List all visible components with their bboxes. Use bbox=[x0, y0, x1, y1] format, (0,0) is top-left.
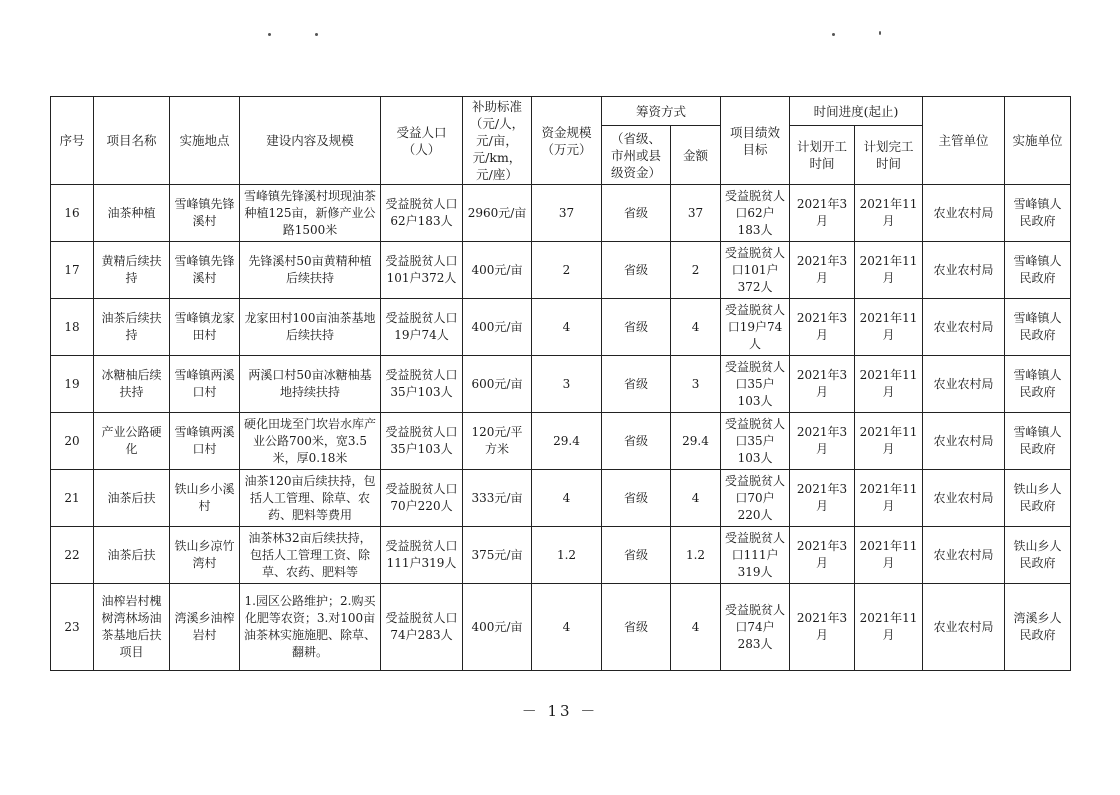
cell-end: 2021年11月 bbox=[855, 299, 923, 356]
cell-name: 油榨岩村槐树湾林场油茶基地后扶项目 bbox=[94, 584, 170, 671]
cell-fund: 37 bbox=[532, 185, 602, 242]
table-header bbox=[51, 97, 1071, 185]
header-name: 项目名称 bbox=[94, 97, 170, 185]
cell-amount: 4 bbox=[671, 299, 721, 356]
cell-content: 两溪口村50亩冰糖柚基地持续扶持 bbox=[240, 356, 381, 413]
header-subsidy: 补助标准（元/人，元/亩，元/km，元/座） bbox=[463, 97, 532, 185]
cell-subsidy: 400元/亩 bbox=[463, 584, 532, 671]
cell-start: 2021年3月 bbox=[790, 185, 855, 242]
cell-no: 21 bbox=[51, 470, 94, 527]
cell-level: 省级 bbox=[602, 356, 671, 413]
cell-level: 省级 bbox=[602, 413, 671, 470]
cell-amount: 29.4 bbox=[671, 413, 721, 470]
cell-location: 雪峰镇两溪口村 bbox=[170, 356, 240, 413]
table-row bbox=[51, 356, 1071, 413]
cell-authority: 农业农村局 bbox=[923, 470, 1005, 527]
cell-end: 2021年11月 bbox=[855, 356, 923, 413]
project-table bbox=[50, 96, 1071, 671]
cell-goal: 受益脱贫人口35户103人 bbox=[721, 413, 790, 470]
table-row bbox=[51, 242, 1071, 299]
cell-level: 省级 bbox=[602, 527, 671, 584]
table-body bbox=[51, 185, 1071, 671]
header-beneficiaries: 受益人口（人） bbox=[381, 97, 463, 185]
page-number: － 13 － bbox=[521, 702, 599, 720]
cell-location: 湾溪乡油榨岩村 bbox=[170, 584, 240, 671]
cell-name: 油茶种植 bbox=[94, 185, 170, 242]
cell-beneficiaries: 受益脱贫人口62户183人 bbox=[381, 185, 463, 242]
cell-no: 17 bbox=[51, 242, 94, 299]
header-content: 建设内容及规模 bbox=[240, 97, 381, 185]
cell-location: 雪峰镇两溪口村 bbox=[170, 413, 240, 470]
cell-location: 铁山乡凉竹湾村 bbox=[170, 527, 240, 584]
cell-goal: 受益脱贫人口35户103人 bbox=[721, 356, 790, 413]
header-funding-method: 筹资方式 bbox=[602, 97, 721, 126]
cell-goal: 受益脱贫人口19户74人 bbox=[721, 299, 790, 356]
cell-end: 2021年11月 bbox=[855, 413, 923, 470]
cell-content: 硬化田垅至门坎岩水库产业公路700米，宽3.5米，厚0.18米 bbox=[240, 413, 381, 470]
cell-end: 2021年11月 bbox=[855, 527, 923, 584]
cell-start: 2021年3月 bbox=[790, 527, 855, 584]
header-no: 序号 bbox=[51, 97, 94, 185]
cell-beneficiaries: 受益脱贫人口35户103人 bbox=[381, 356, 463, 413]
cell-level: 省级 bbox=[602, 470, 671, 527]
cell-subsidy: 600元/亩 bbox=[463, 356, 532, 413]
cell-end: 2021年11月 bbox=[855, 584, 923, 671]
cell-fund: 2 bbox=[532, 242, 602, 299]
cell-authority: 农业农村局 bbox=[923, 356, 1005, 413]
cell-goal: 受益脱贫人口70户220人 bbox=[721, 470, 790, 527]
cell-fund: 29.4 bbox=[532, 413, 602, 470]
cell-authority: 农业农村局 bbox=[923, 584, 1005, 671]
header-schedule: 时间进度(起止) bbox=[790, 97, 923, 126]
cell-location: 雪峰镇龙家田村 bbox=[170, 299, 240, 356]
cell-beneficiaries: 受益脱贫人口111户319人 bbox=[381, 527, 463, 584]
cell-start: 2021年3月 bbox=[790, 470, 855, 527]
cell-fund: 4 bbox=[532, 299, 602, 356]
cell-implementer: 雪峰镇人民政府 bbox=[1005, 242, 1071, 299]
cell-beneficiaries: 受益脱贫人口35户103人 bbox=[381, 413, 463, 470]
cell-goal: 受益脱贫人口74户283人 bbox=[721, 584, 790, 671]
cell-amount: 4 bbox=[671, 470, 721, 527]
cell-goal: 受益脱贫人口111户319人 bbox=[721, 527, 790, 584]
cell-no: 20 bbox=[51, 413, 94, 470]
cell-implementer: 雪峰镇人民政府 bbox=[1005, 185, 1071, 242]
cell-amount: 3 bbox=[671, 356, 721, 413]
header-fund-scale: 资金规模（万元） bbox=[532, 97, 602, 185]
cell-content: 龙家田村100亩油茶基地后续扶持 bbox=[240, 299, 381, 356]
header-performance: 项目绩效目标 bbox=[721, 97, 790, 185]
cell-authority: 农业农村局 bbox=[923, 413, 1005, 470]
cell-start: 2021年3月 bbox=[790, 242, 855, 299]
cell-implementer: 雪峰镇人民政府 bbox=[1005, 413, 1071, 470]
cell-subsidy: 2960元/亩 bbox=[463, 185, 532, 242]
header-location: 实施地点 bbox=[170, 97, 240, 185]
scan-speck bbox=[268, 33, 271, 36]
scan-speck bbox=[315, 33, 318, 36]
table-row bbox=[51, 470, 1071, 527]
cell-name: 油茶后扶 bbox=[94, 470, 170, 527]
cell-name: 油茶后扶 bbox=[94, 527, 170, 584]
cell-subsidy: 400元/亩 bbox=[463, 242, 532, 299]
table-row bbox=[51, 185, 1071, 242]
cell-content: 油茶林32亩后续扶持，包括人工管理工资、除草、农药、肥料等 bbox=[240, 527, 381, 584]
cell-level: 省级 bbox=[602, 242, 671, 299]
cell-start: 2021年3月 bbox=[790, 413, 855, 470]
cell-name: 油茶后续扶持 bbox=[94, 299, 170, 356]
cell-amount: 37 bbox=[671, 185, 721, 242]
cell-fund: 3 bbox=[532, 356, 602, 413]
cell-implementer: 雪峰镇人民政府 bbox=[1005, 299, 1071, 356]
header-plan-start: 计划开工时间 bbox=[790, 126, 855, 185]
cell-amount: 1.2 bbox=[671, 527, 721, 584]
cell-fund: 4 bbox=[532, 584, 602, 671]
cell-no: 18 bbox=[51, 299, 94, 356]
cell-authority: 农业农村局 bbox=[923, 185, 1005, 242]
cell-implementer: 铁山乡人民政府 bbox=[1005, 470, 1071, 527]
cell-name: 冰糖柚后续扶持 bbox=[94, 356, 170, 413]
cell-content: 油茶120亩后续扶持，包括人工管理、除草、农药、肥料等费用 bbox=[240, 470, 381, 527]
cell-fund: 1.2 bbox=[532, 527, 602, 584]
cell-content: 雪峰镇先锋溪村坝现油茶种植125亩，新修产业公路1500米 bbox=[240, 185, 381, 242]
cell-location: 雪峰镇先锋溪村 bbox=[170, 242, 240, 299]
table-row bbox=[51, 584, 1071, 671]
cell-end: 2021年11月 bbox=[855, 185, 923, 242]
cell-name: 黄精后续扶持 bbox=[94, 242, 170, 299]
cell-beneficiaries: 受益脱贫人口74户283人 bbox=[381, 584, 463, 671]
cell-no: 19 bbox=[51, 356, 94, 413]
cell-amount: 4 bbox=[671, 584, 721, 671]
cell-end: 2021年11月 bbox=[855, 470, 923, 527]
cell-no: 23 bbox=[51, 584, 94, 671]
table-row bbox=[51, 413, 1071, 470]
cell-implementer: 雪峰镇人民政府 bbox=[1005, 356, 1071, 413]
table-row bbox=[51, 527, 1071, 584]
cell-level: 省级 bbox=[602, 299, 671, 356]
header-implementer: 实施单位 bbox=[1005, 97, 1071, 185]
cell-implementer: 湾溪乡人民政府 bbox=[1005, 584, 1071, 671]
cell-beneficiaries: 受益脱贫人口70户220人 bbox=[381, 470, 463, 527]
cell-no: 22 bbox=[51, 527, 94, 584]
cell-start: 2021年3月 bbox=[790, 356, 855, 413]
cell-subsidy: 400元/亩 bbox=[463, 299, 532, 356]
cell-content: 1.园区公路维护；2.购买化肥等农资；3.对100亩油茶林实施施肥、除草、翻耕。 bbox=[240, 584, 381, 671]
cell-goal: 受益脱贫人口101户372人 bbox=[721, 242, 790, 299]
cell-level: 省级 bbox=[602, 584, 671, 671]
cell-amount: 2 bbox=[671, 242, 721, 299]
cell-authority: 农业农村局 bbox=[923, 242, 1005, 299]
cell-end: 2021年11月 bbox=[855, 242, 923, 299]
cell-beneficiaries: 受益脱贫人口101户372人 bbox=[381, 242, 463, 299]
table-row bbox=[51, 299, 1071, 356]
cell-subsidy: 375元/亩 bbox=[463, 527, 532, 584]
cell-subsidy: 120元/平方米 bbox=[463, 413, 532, 470]
header-funding-amount: 金额 bbox=[671, 126, 721, 185]
cell-content: 先锋溪村50亩黄精种植后续扶持 bbox=[240, 242, 381, 299]
cell-start: 2021年3月 bbox=[790, 584, 855, 671]
header-plan-end: 计划完工时间 bbox=[855, 126, 923, 185]
header-funding-level: （省级、市州或县级资金） bbox=[602, 126, 671, 185]
cell-goal: 受益脱贫人口62户183人 bbox=[721, 185, 790, 242]
cell-location: 雪峰镇先锋溪村 bbox=[170, 185, 240, 242]
scan-speck bbox=[879, 31, 881, 35]
cell-level: 省级 bbox=[602, 185, 671, 242]
cell-fund: 4 bbox=[532, 470, 602, 527]
cell-authority: 农业农村局 bbox=[923, 299, 1005, 356]
scan-speck bbox=[832, 33, 835, 36]
cell-implementer: 铁山乡人民政府 bbox=[1005, 527, 1071, 584]
cell-name: 产业公路硬化 bbox=[94, 413, 170, 470]
cell-beneficiaries: 受益脱贫人口19户74人 bbox=[381, 299, 463, 356]
cell-authority: 农业农村局 bbox=[923, 527, 1005, 584]
cell-subsidy: 333元/亩 bbox=[463, 470, 532, 527]
header-authority: 主管单位 bbox=[923, 97, 1005, 185]
cell-start: 2021年3月 bbox=[790, 299, 855, 356]
cell-location: 铁山乡小溪村 bbox=[170, 470, 240, 527]
cell-no: 16 bbox=[51, 185, 94, 242]
